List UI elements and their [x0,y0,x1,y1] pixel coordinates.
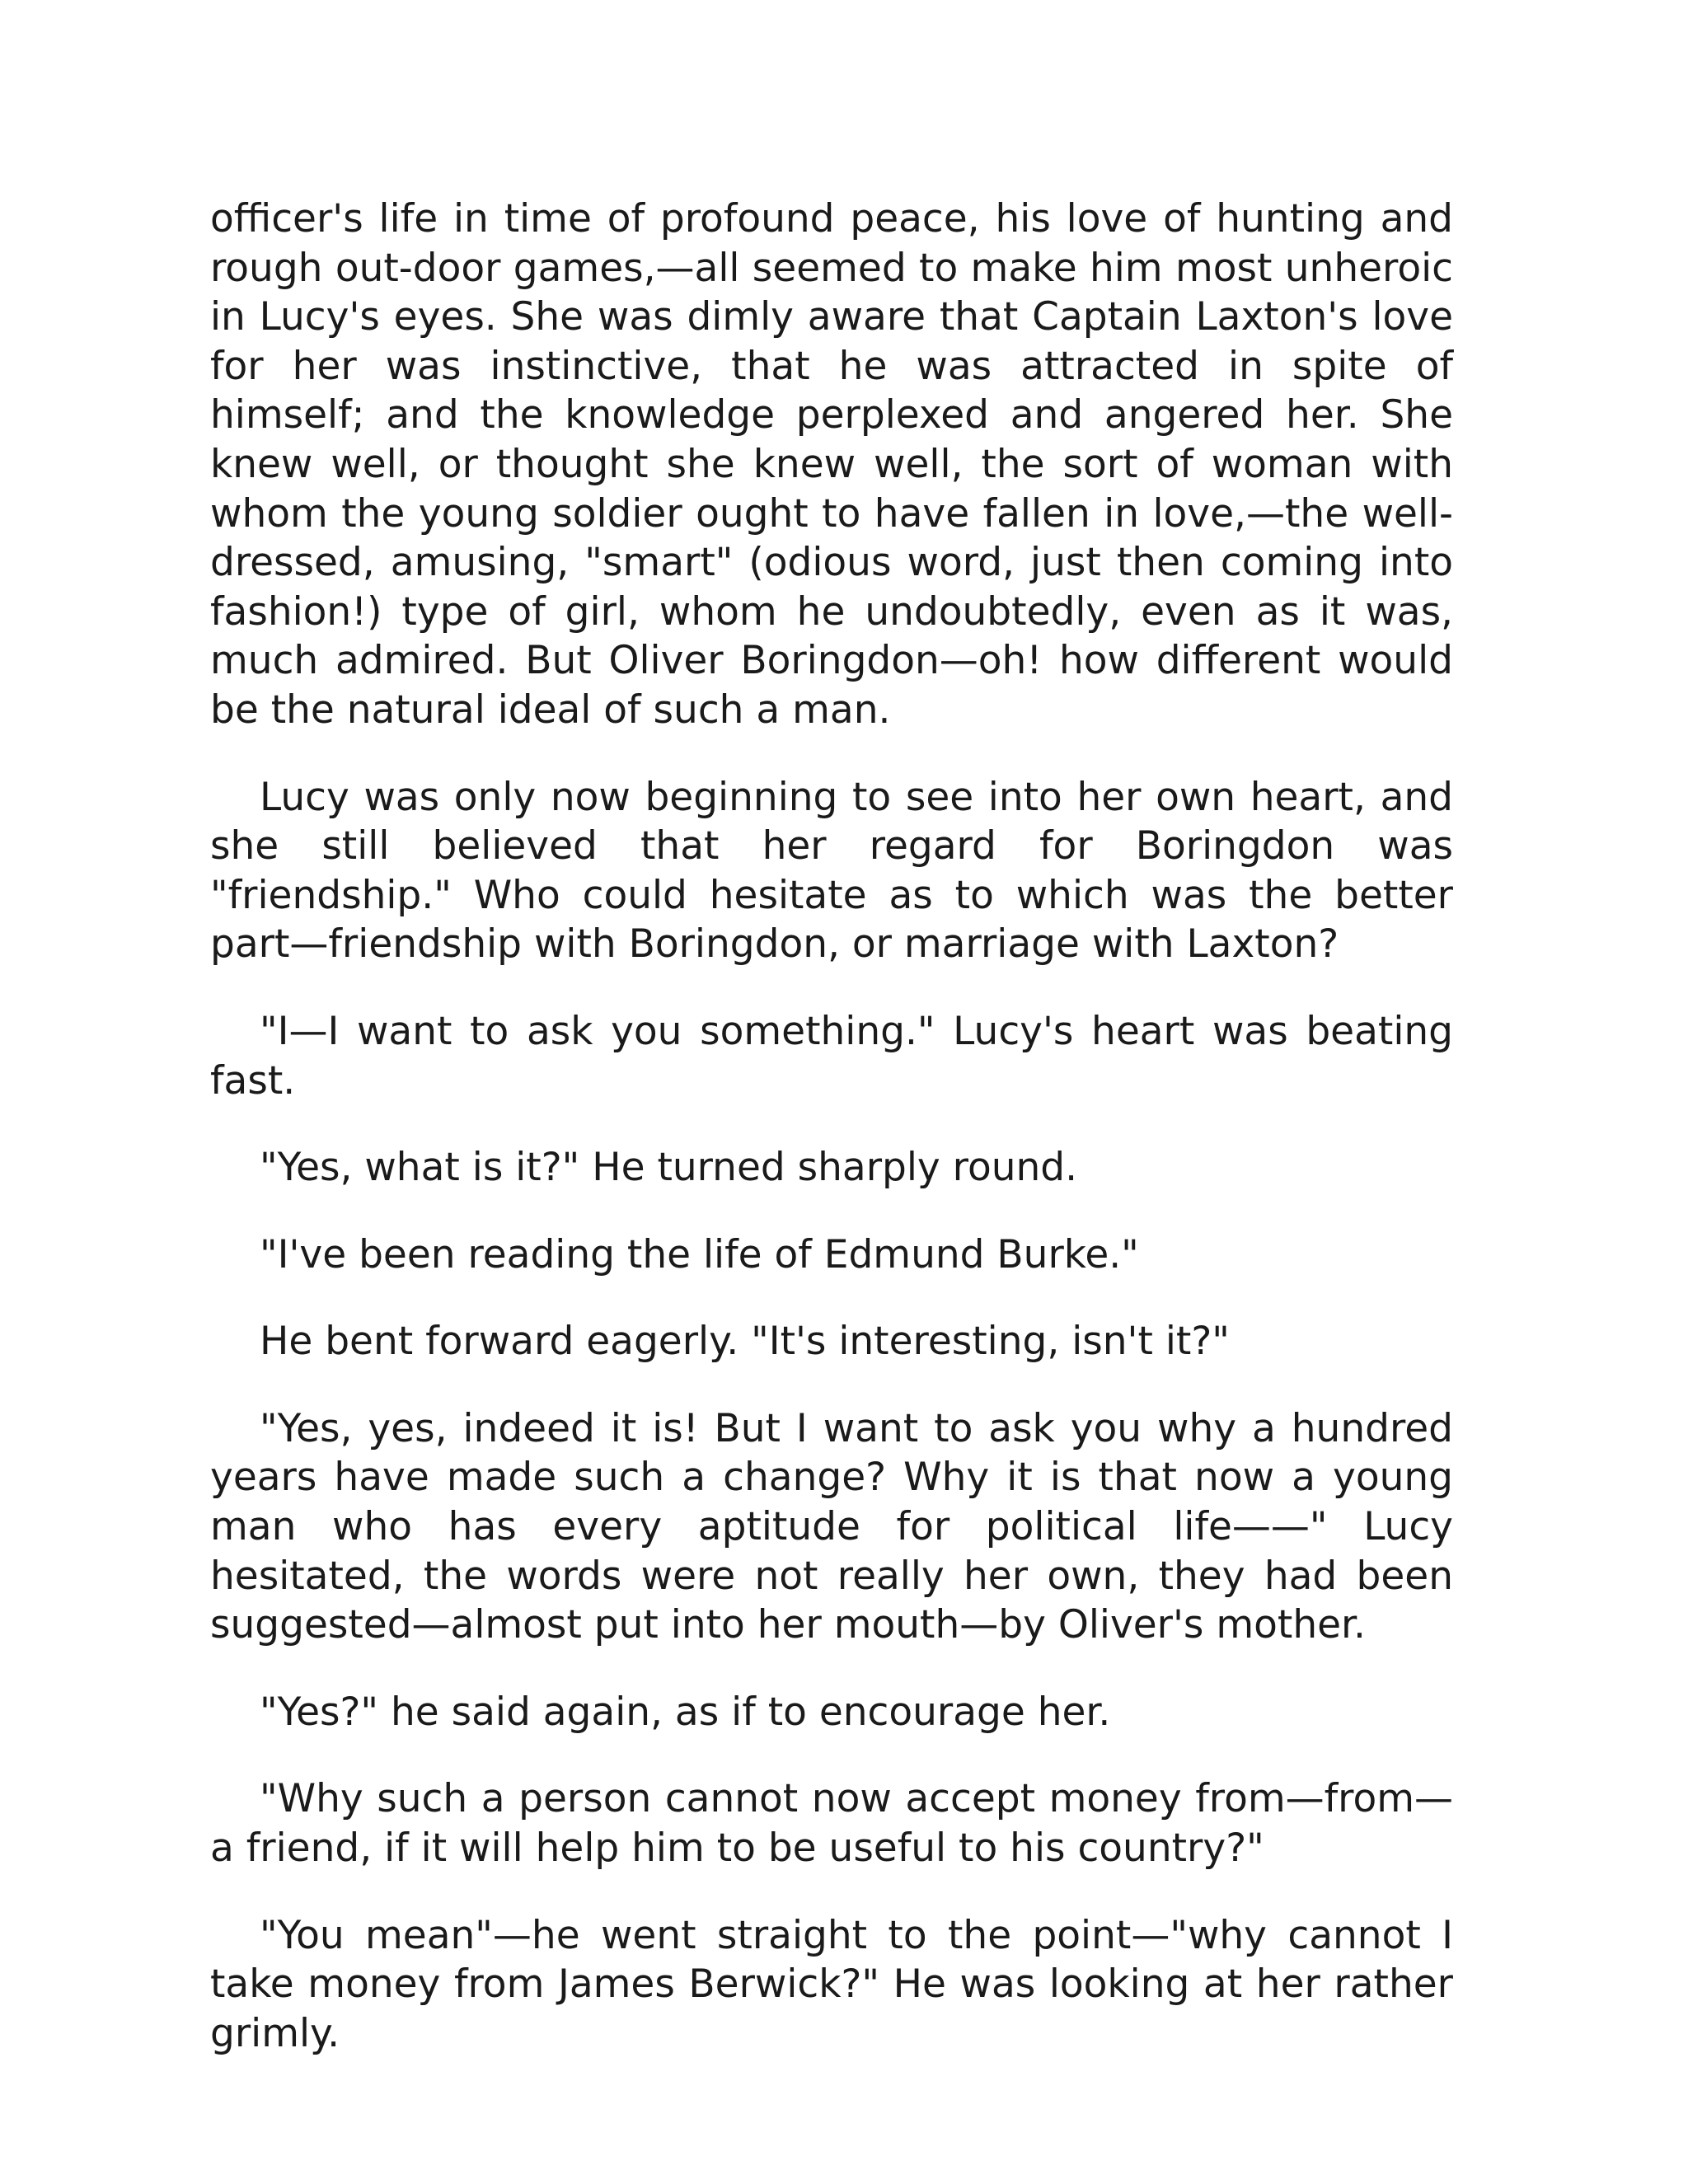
paragraph: Lucy was only now beginning to see into her own heart, and she still believed that her regard for Boringdon was "friendship." Who could hesitate as to which was the better part—friendship with Boringdon, or marriage with Laxton? [210,774,1453,968]
paragraph: "I—I want to ask you something." Lucy's heart was beating fast. [210,1008,1453,1104]
paragraph: He bent forward eagerly. "It's interesting, isn't it?" [260,1319,1230,1365]
paragraph: "Yes?" he said again, as if to encourage her. [260,1689,1111,1735]
paragraph: "Yes, what is it?" He turned sharply round. [260,1145,1078,1191]
page-text [210,194,1453,2058]
paragraph-continuation: officer's life in time of profound peace, his love of hunting and rough out-door games,—all seemed to make him most unheroic in Lucy's eyes. She was dimly aware that Captain Laxton's love for her was instinctive, that he was attracted in spite of himself; and the knowledge perplexed and angered her. She knew well, or thought she knew well, the sort of woman with whom the young soldier ought to have fallen in love,—the well-dressed, amusing, "smart" (odious word, just then coming into fashion!) type of girl, whom he undoubtedly, even as it was, much admired. But Oliver Boringdon—oh! how different would be the natural ideal of such a man. [210,196,1453,733]
paragraph: "Why such a person cannot now accept money from—from—a friend, if it will help him to be useful to his country?" [210,1776,1453,1872]
paragraph: "I've been reading the life of Edmund Burke." [260,1231,1139,1277]
paragraph: "Yes, yes, indeed it is! But I want to ask you why a hundred years have made such a change? Why it is that now a young man who has every aptitude for political life——" Lucy hesitated, the words were not really her own, they had been suggested—almost put into her mouth—by Oliver's mother. [210,1405,1453,1648]
paragraph: "You mean"—he went straight to the point—"why cannot I take money from James Berwick?" He was looking at her rather grimly. [210,1912,1453,2056]
